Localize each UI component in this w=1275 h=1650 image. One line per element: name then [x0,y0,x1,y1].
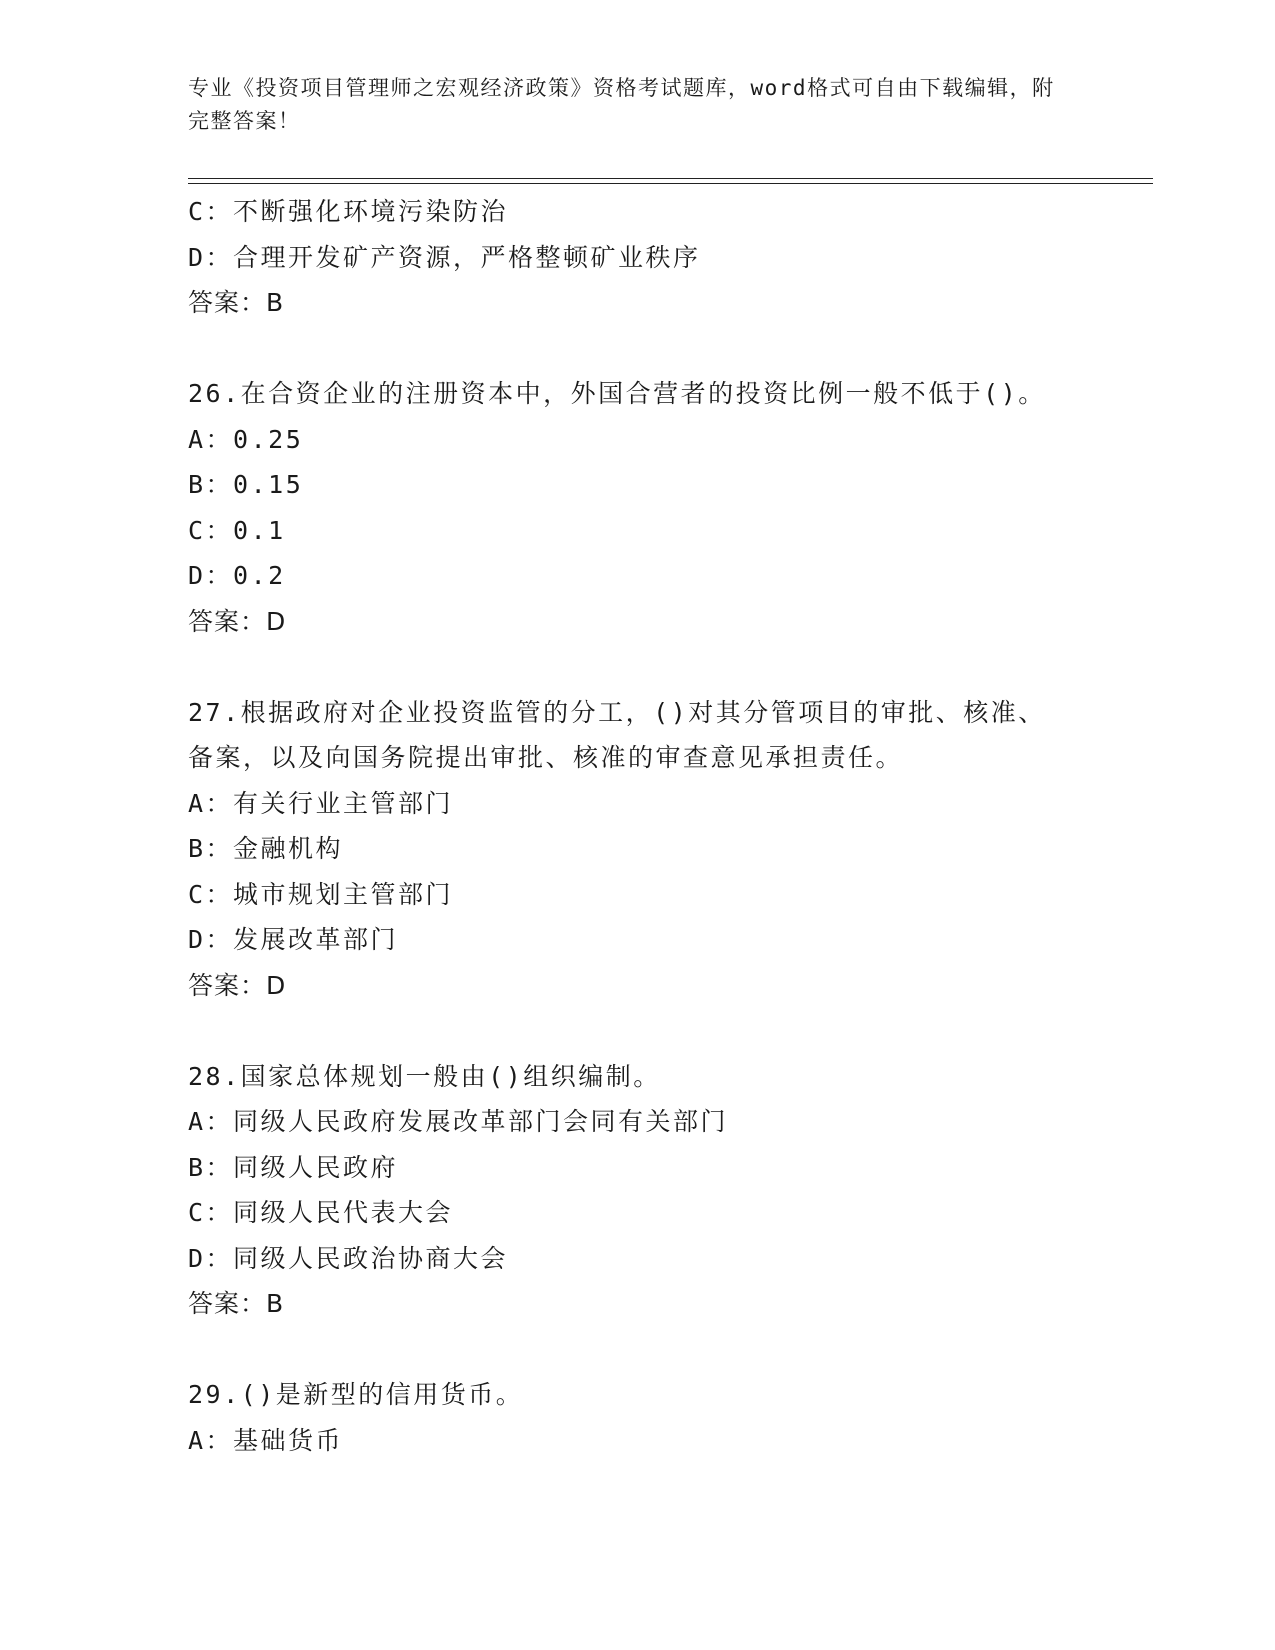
header-text: 专业《投资项目管理师之宏观经济政策》资格考试题库，word格式可自由下载编辑，附完整答案！ [188,76,1055,133]
spacer [188,1008,1148,1054]
question-stem: 27.根据政府对企业投资监管的分工，()对其分管项目的审批、核准、 [188,697,1046,727]
document-header [188,72,1068,138]
option-b: B：金融机构 [188,834,344,863]
option-c: C：0.1 [188,515,286,545]
option-c: C：同级人民代表大会 [188,1198,454,1227]
answer: 答案：B [188,288,285,317]
question-stem: 28.国家总体规划一般由()组织编制。 [188,1061,661,1091]
option-d: D：同级人民政治协商大会 [188,1243,509,1273]
option-a: A：基础货币 [188,1425,344,1455]
question-content [188,189,1148,1463]
option-a: A：0.25 [188,424,304,454]
spacer [188,1327,1148,1373]
option-c: C：不断强化环境污染防治 [188,197,509,226]
answer: 答案：D [188,606,287,636]
option-c: C：城市规划主管部门 [188,879,454,909]
option-b: B：0.15 [188,470,304,499]
spacer [188,644,1148,690]
spacer [188,326,1148,372]
option-b: B：同级人民政府 [188,1152,399,1182]
header-divider-top [188,178,1153,179]
header-divider-bottom [188,183,1153,184]
option-a: A：有关行业主管部门 [188,788,454,818]
option-d: D：发展改革部门 [188,925,399,954]
answer: 答案：B [188,1289,285,1318]
answer: 答案：D [188,970,287,1000]
option-a: A：同级人民政府发展改革部门会同有关部门 [188,1107,729,1136]
question-stem: 29.()是新型的信用货币。 [188,1380,524,1409]
option-d: D：合理开发矿产资源，严格整顿矿业秩序 [188,242,701,272]
question-stem-continued: 备案，以及向国务院提出审批、核准的审查意见承担责任。 [188,743,904,772]
question-stem: 26.在合资企业的注册资本中，外国合营者的投资比例一般不低于()。 [188,379,1046,408]
option-d: D：0.2 [188,561,286,590]
